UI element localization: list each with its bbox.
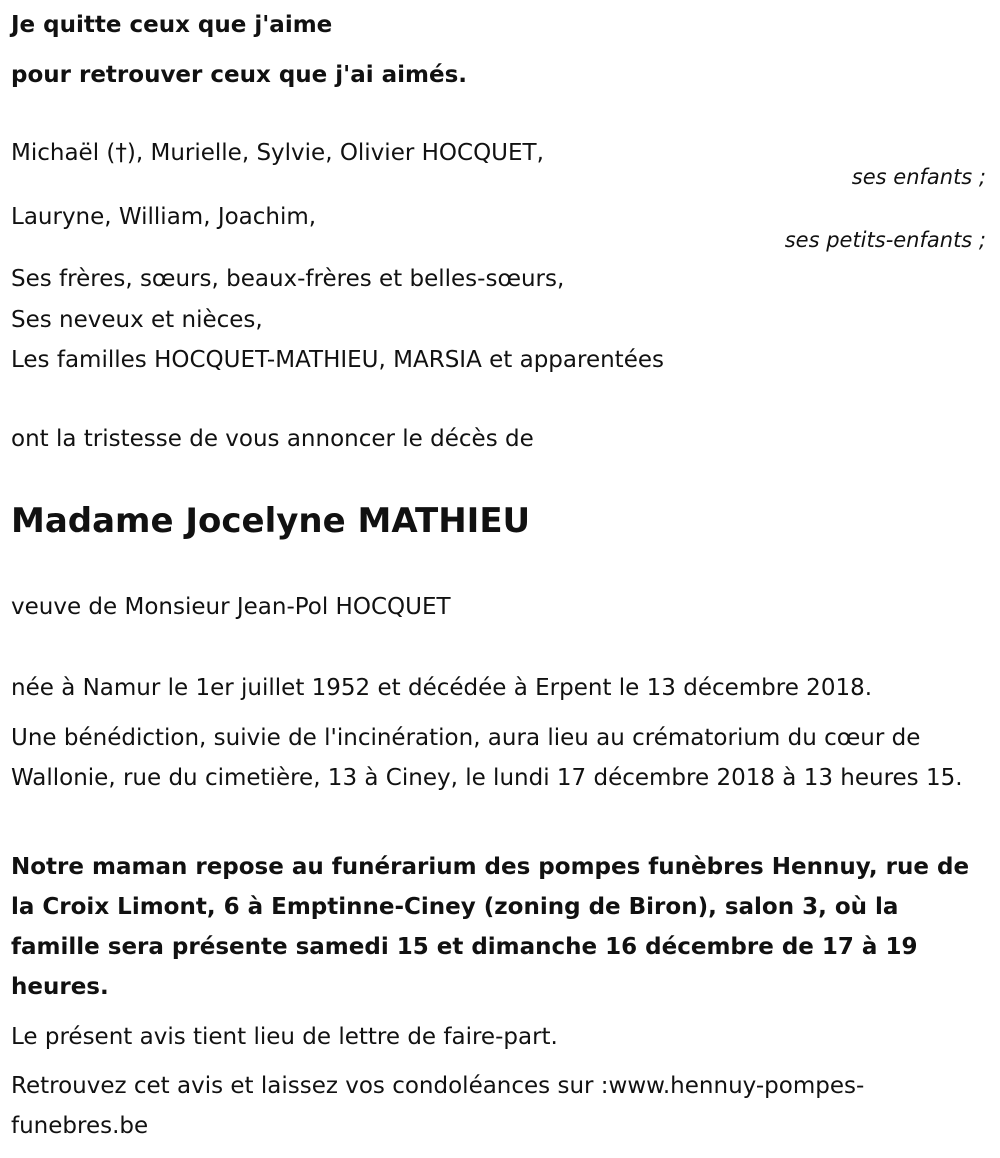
ceremony-paragraph: Une bénédiction, suivie de l'incinération, aura lieu au crématorium du cœur de Wallonie, rue du cimetière, 13 à Ciney, le lundi 17 décembre 2018 à 13 heures 15. <box>11 725 963 791</box>
verse-line-1: Je quitte ceux que j'aime <box>11 12 333 38</box>
condolences-paragraph: Retrouvez cet avis et laissez vos condoléances sur :www.hennuy-pompes-funebres.be <box>11 1073 865 1139</box>
birth-death-line: née à Namur le 1er juillet 1952 et décédée à Erpent le 13 décembre 2018. <box>11 675 873 701</box>
announcement-line: ont la tristesse de vous annoncer le décès de <box>11 426 534 452</box>
siblings-line: Ses frères, sœurs, beaux-frères et belles-sœurs, <box>11 266 565 292</box>
deceased-name: Madame Jocelyne MATHIEU <box>11 501 531 541</box>
verse-line-2: pour retrouver ceux que j'ai aimés. <box>11 62 468 88</box>
children-names: Michaël (†), Murielle, Sylvie, Olivier HOCQUET, <box>11 140 544 166</box>
nephews-line: Ses neveux et nièces, <box>11 307 263 333</box>
children-role: ses enfants ; <box>851 165 986 189</box>
families-line: Les familles HOCQUET-MATHIEU, MARSIA et apparentées <box>11 347 664 373</box>
widow-of-line: veuve de Monsieur Jean-Pol HOCQUET <box>11 594 451 620</box>
notice-line: Le présent avis tient lieu de lettre de faire-part. <box>11 1024 558 1050</box>
grandchildren-role: ses petits-enfants ; <box>784 228 986 252</box>
grandchildren-names: Lauryne, William, Joachim, <box>11 204 317 230</box>
visitation-paragraph: Notre maman repose au funérarium des pompes funèbres Hennuy, rue de la Croix Limont, 6 à Emptinne-Ciney (zoning de Biron), salon 3, où la famille sera présente samedi 15 et dimanche 16 décembre de 17 à 19 heures. <box>11 854 970 1000</box>
